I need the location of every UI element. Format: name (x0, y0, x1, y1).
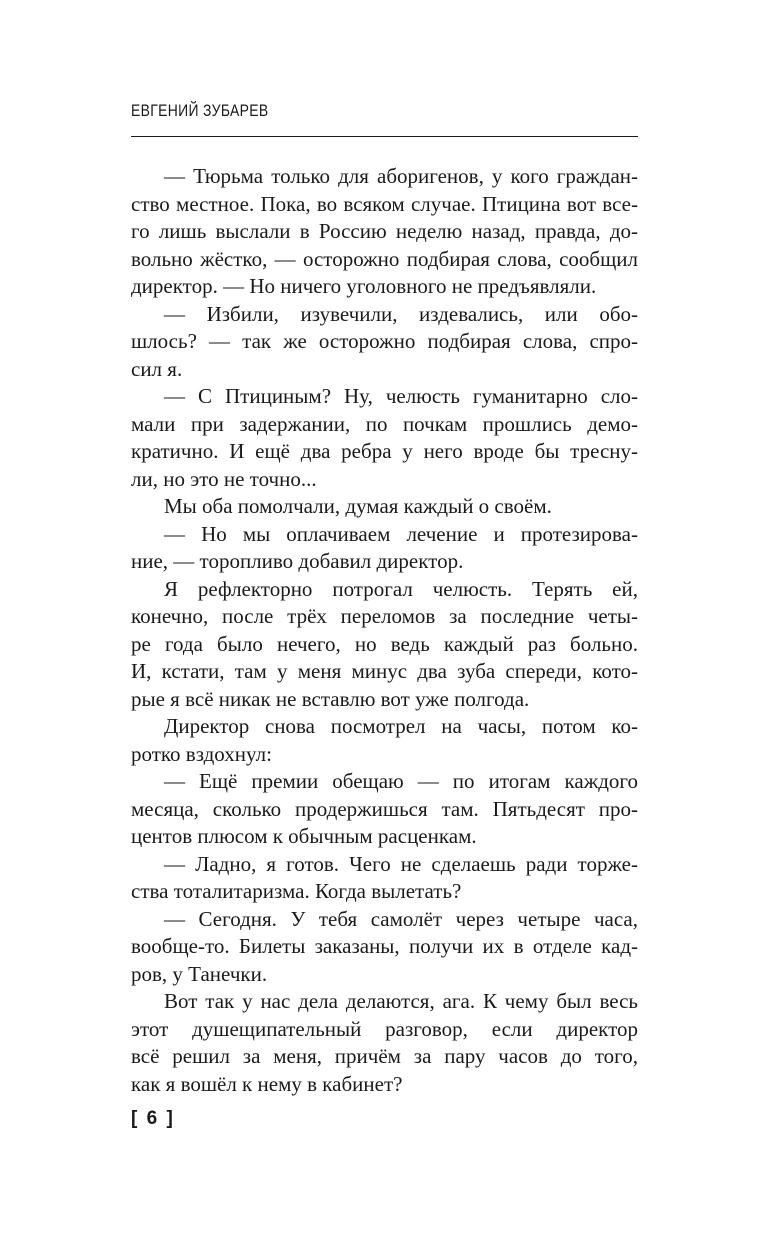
text-line: — Но мы оплачиваем лечение и протезирова- (164, 521, 638, 546)
body-text (131, 163, 638, 1098)
text-line: рые я всё никак не вставлю вот уже полгода. (131, 686, 530, 711)
text-line: ства тоталитаризма. Когда вылетать? (131, 879, 462, 903)
text-line: шлось? — так же осторожно подбирая слова, спро- (131, 329, 638, 353)
text-line: как я вошёл к нему в кабинет? (131, 1071, 403, 1096)
page-number: [ 6 ] (131, 1108, 175, 1129)
text-line: месяца, сколько продержишься там. Пятьдесят про- (131, 796, 638, 821)
text-line: ство местное. Пока, во всяком случае. Птицина вот все- (131, 191, 638, 216)
paragraph (131, 713, 638, 768)
text-line: Я рефлекторно потрогал челюсть. Терять ей, (164, 576, 638, 601)
text-line: этот душещипательный разговор, если директор (131, 1016, 638, 1041)
paragraph (131, 163, 638, 301)
paragraph (131, 906, 638, 989)
text-line: кратично. И ещё два ребра у него вроде бы тресну- (131, 439, 638, 463)
text-line: ров, у Танечки. (131, 961, 268, 986)
text-line: Директор снова посмотрел на часы, потом ко- (164, 714, 638, 738)
text-line: ние, — торопливо добавил директор. (131, 549, 464, 573)
text-line: И, кстати, там у меня минус два зуба спереди, кото- (131, 659, 638, 683)
text-line: го лишь выслали в Россию неделю назад, правда, до- (131, 219, 638, 243)
text-line: сил я. (131, 356, 183, 381)
text-line: мали при задержании, по почкам прошлись демо- (131, 411, 638, 436)
text-line: — Ладно, я готов. Чего не сделаешь ради торже- (164, 851, 638, 876)
text-line: — Сегодня. У тебя самолёт через четыре часа, (164, 906, 638, 931)
text-line: Мы оба помолчали, думая каждый о своём. (164, 494, 552, 518)
header-rule (131, 136, 638, 137)
text-line: ли, но это не точно... (131, 466, 317, 491)
text-line: Вот так у нас дела делаются, ага. К чему был весь (164, 989, 638, 1013)
text-line: конечно, после трёх переломов за последние четы- (131, 604, 638, 628)
paragraph (131, 576, 638, 714)
paragraph (131, 988, 638, 1098)
text-line: ротко вздохнул: (131, 741, 272, 766)
text-line: вообще-то. Билеты заказаны, получи их в отделе кад- (131, 934, 638, 958)
paragraph (131, 493, 638, 521)
paragraph (131, 521, 638, 576)
paragraph (131, 383, 638, 493)
text-line: всё решил за меня, причём за пару часов до того, (131, 1044, 638, 1068)
running-head-author: ЕВГЕНИЙ ЗУБАРЕВ (131, 101, 269, 120)
text-line: ре года было нечего, но ведь каждый раз больно. (131, 631, 638, 656)
text-line: центов плюсом к обычным расценкам. (131, 824, 477, 848)
text-line: директор. — Но ничего уголовного не предъявляли. (131, 274, 597, 298)
text-line: — Избили, изувечили, издевались, или обо- (164, 301, 638, 326)
text-line: — С Птициным? Ну, челюсть гуманитарно сло- (164, 384, 638, 408)
text-line: — Тюрьма только для аборигенов, у кого граждан- (164, 164, 638, 188)
text-line: — Ещё премии обещаю — по итогам каждого (164, 769, 638, 793)
paragraph (131, 768, 638, 851)
text-line: вольно жёстко, — осторожно подбирая слова, сообщил (131, 246, 638, 271)
paragraph (131, 851, 638, 906)
paragraph (131, 301, 638, 384)
